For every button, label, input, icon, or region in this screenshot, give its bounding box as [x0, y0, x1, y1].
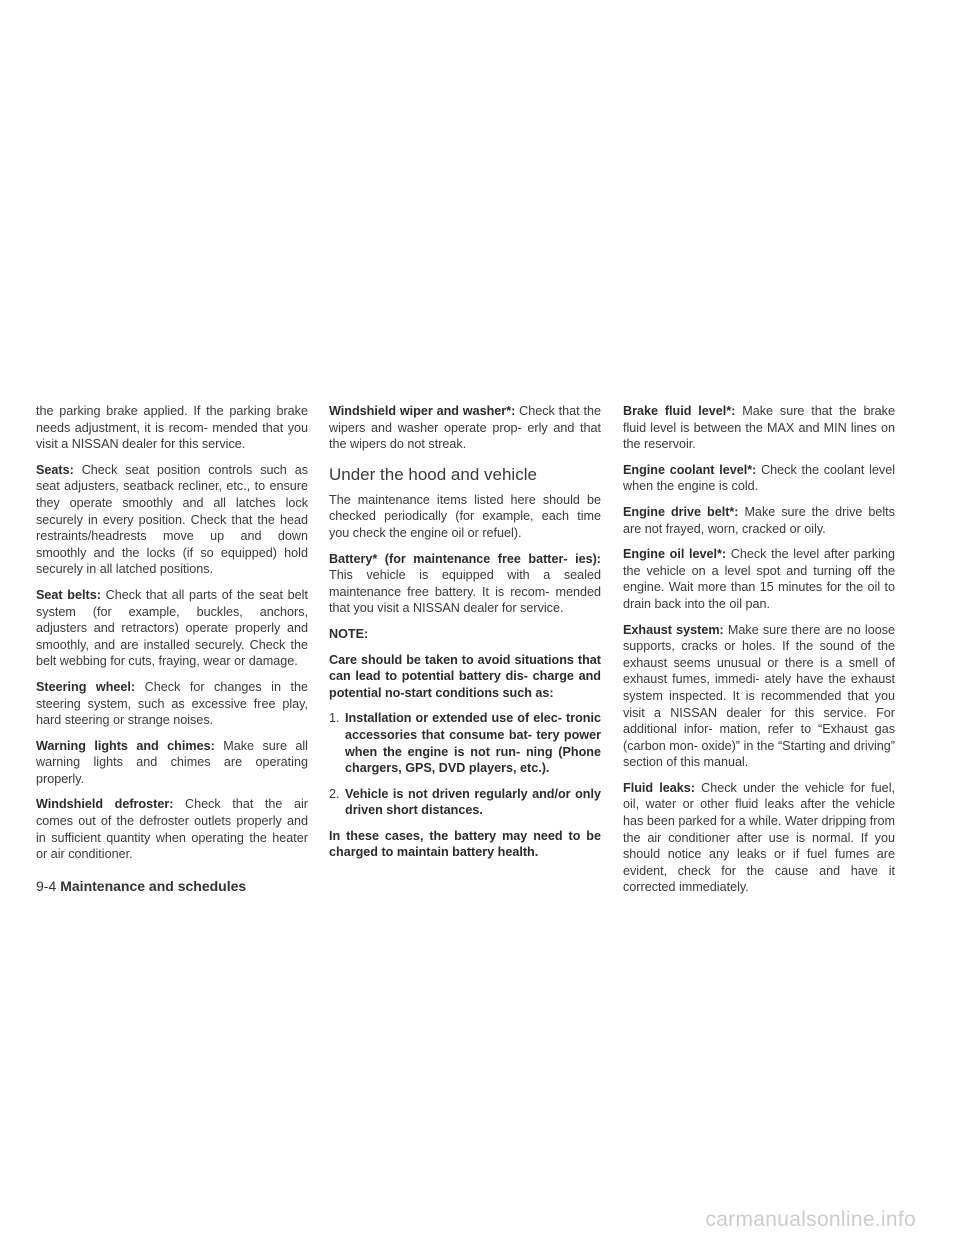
intro-paragraph: the parking brake applied. If the parking brake needs adjustment, it is recom- mended that you visit a NISSAN dealer for this service.: [36, 404, 308, 452]
item-text: Check that the wipers and washer operate prop- erly and that the wipers do not streak.: [329, 404, 601, 452]
page-number: 9-4: [36, 878, 57, 894]
item-text: Check that the air comes out of the defroster outlets properly and in sufficient quantity when operating the heater or air conditioner.: [36, 797, 309, 862]
column-2: [329, 403, 601, 870]
list-item: [329, 786, 601, 819]
item-label: Battery* (for maintenance free batter- ies):: [329, 551, 601, 566]
column-1: [36, 403, 308, 872]
item-text: Check under the vehicle for fuel, oil, water or other fluid leaks after the vehicle has been parked for a while. Water dripping from the air conditioner after use is normal. If you should notice any leaks or if fuel fumes are evident, check for the cause and have it corrected immediately.: [623, 780, 895, 895]
item-steering-wheel: [36, 679, 308, 729]
item-battery: [329, 551, 601, 617]
list-text: Installation or extended use of elec- tronic accessories that consume bat- tery power when the engine is not run- ning (Phone chargers, GPS, DVD players, etc.).: [345, 711, 601, 776]
item-label: Seat belts:: [36, 587, 101, 602]
item-text: Check seat position controls such as seat adjusters, seatback recliner, etc., to ensure they operate smoothly and all latches lock securely in every position. Check that the head restraints/headrests move up and down smoothly and the locks (if so equipped) hold securely in all latched positions.: [36, 462, 308, 577]
item-exhaust-system: [623, 622, 895, 771]
item-text: Make sure all warning lights and chimes are operating properly.: [36, 738, 308, 786]
section-heading: Under the hood and vehicle: [329, 464, 537, 484]
item-text: Check the level after parking the vehicle on a level spot and turning off the engine. Wait more than 15 minutes for the oil to drain back into the oil pan.: [623, 547, 895, 611]
list-item: [329, 710, 601, 776]
item-windshield-wiper: [329, 403, 601, 453]
item-label: Engine drive belt*:: [623, 504, 739, 519]
item-label: Steering wheel:: [36, 679, 136, 694]
item-text: Make sure the drive belts are not frayed, worn, cracked or oily.: [623, 504, 895, 536]
note-label-text: NOTE:: [329, 626, 369, 641]
note-intro: [329, 652, 601, 702]
item-label: Engine oil level*:: [623, 547, 727, 562]
item-label: Fluid leaks:: [623, 780, 695, 795]
item-label: Seats:: [36, 462, 74, 477]
item-text: Make sure there are no loose supports, cracks or holes. If the sound of the exhaust seems unusual or there is a smell of exhaust fumes, immedi- ately have the exhaust system inspected. It is recommended that you visit a NISSAN dealer for this service. For additional infor- mation, refer to “Exhaust gas (carbon mon- oxide)” in the “Starting and driving” section of this manual.: [623, 622, 895, 770]
item-text: Make sure that the brake fluid level is between the MAX and MIN lines on the reservoir.: [623, 404, 895, 452]
item-label: Brake fluid level*:: [623, 404, 736, 418]
section-title: Maintenance and schedules: [60, 878, 247, 894]
item-label: Windshield defroster:: [36, 797, 174, 812]
item-seats: [36, 462, 308, 578]
item-engine-drive-belt: [623, 504, 895, 537]
item-label: Exhaust system:: [623, 622, 724, 637]
item-text: Check the coolant level when the engine is cold.: [623, 462, 895, 494]
note-label: [329, 626, 601, 643]
item-windshield-defroster: [36, 796, 308, 862]
item-text: This vehicle is equipped with a sealed maintenance free battery. It is recom- mended that you visit a NISSAN dealer for service.: [329, 568, 601, 616]
item-engine-oil: [623, 546, 895, 612]
note-intro-text: Care should be taken to avoid situations that can lead to potential battery dis- charge and potential no-start conditions such as:: [329, 652, 601, 700]
section-intro: The maintenance items listed here should be checked periodically (for example, each time you check the engine oil or refuel).: [329, 492, 601, 540]
list-number: 2.: [329, 786, 340, 801]
column-3: [623, 403, 895, 905]
note-outro: [329, 828, 601, 861]
item-seat-belts: [36, 587, 308, 670]
item-brake-fluid: [623, 403, 895, 453]
item-text: Check that all parts of the seat belt system (for example, buckles, anchors, adjusters and retractors) operate properly and smoothly, and are installed securely. Check the belt webbing for cuts, fraying, wear or damage.: [36, 587, 308, 669]
note-outro-text: In these cases, the battery may need to be charged to maintain battery health.: [329, 828, 601, 860]
page-footer: [36, 878, 246, 894]
item-warning-lights: [36, 738, 308, 788]
list-number: 1.: [329, 711, 340, 726]
item-engine-coolant: [623, 462, 895, 495]
watermark: carmanualsonline.info: [705, 1208, 916, 1231]
item-text: Check for changes in the steering system, such as excessive free play, hard steering or strange noises.: [36, 679, 309, 728]
item-label: Engine coolant level*:: [623, 462, 757, 477]
item-label: Windshield wiper and washer*:: [329, 404, 516, 418]
item-fluid-leaks: [623, 780, 895, 896]
list-text: Vehicle is not driven regularly and/or only driven short distances.: [345, 786, 601, 818]
item-label: Warning lights and chimes:: [36, 738, 215, 753]
